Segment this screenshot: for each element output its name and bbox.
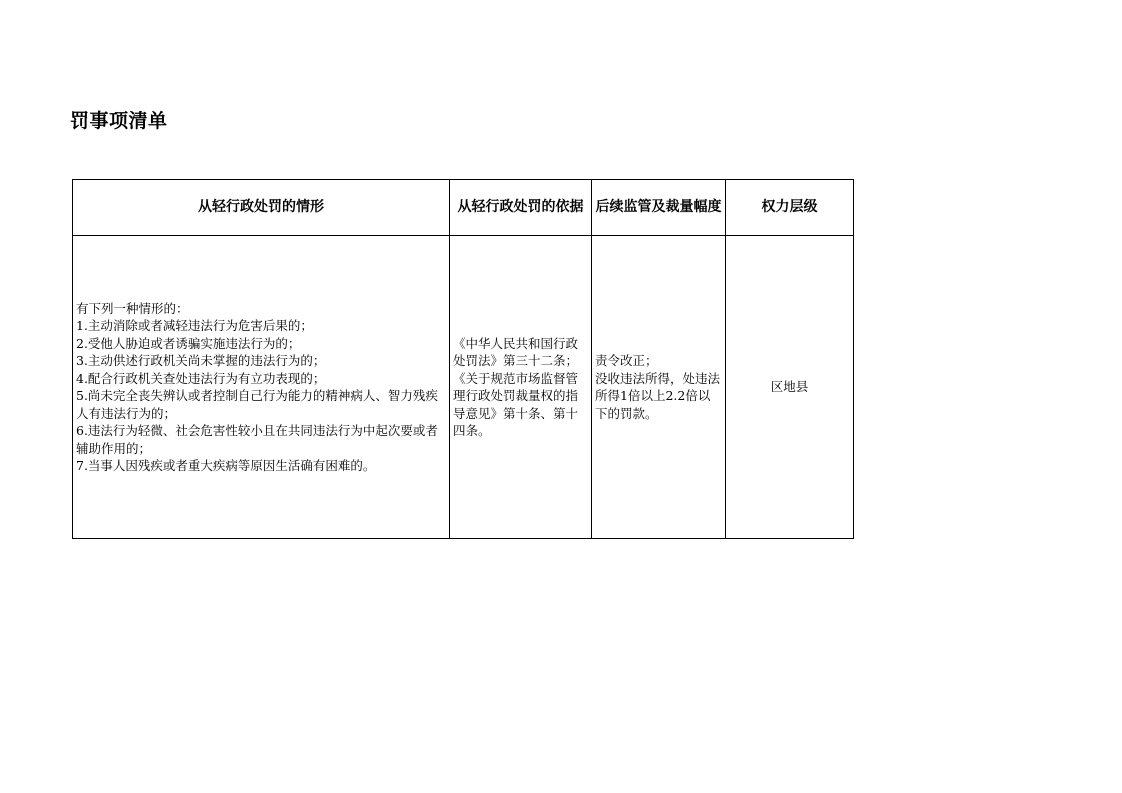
circumstances-text: 有下列一种情形的： 1.主动消除或者减轻违法行为危害后果的； 2.受他人胁迫或者诱骗实施违法行为的； 3.主动供述行政机关尚未掌握的违法行为的； 4.配合行政机关查处违法行为有立功表现的； 5.尚未完全丧失辨认或者控制自己行为能力的精神病人、智力残疾人有违法行为的； 6.违法行为轻微、社会危害性较小且在共同违法行为中起次要或者辅助作用的； 7.当事人因残疾或者重大疾病等原因生活确有困难的。	[76, 300, 438, 473]
header-basis: 从轻行政处罚的依据	[450, 180, 592, 236]
header-circumstances: 从轻行政处罚的情形	[73, 180, 450, 236]
cell-circumstances	[73, 236, 450, 539]
header-measures: 后续监管及裁量幅度	[592, 180, 726, 236]
basis-text: 《中华人民共和国行政处罚法》第三十二条； 《关于规范市场监督管理行政处罚裁量权的指导意见》第十条、第十四条。	[453, 335, 579, 438]
penalty-table	[72, 179, 854, 539]
table-row	[73, 236, 854, 539]
page-title: 罚事项清单	[70, 110, 168, 132]
header-level: 权力层级	[726, 180, 854, 236]
cell-measures	[592, 236, 726, 539]
table-header-row	[73, 180, 854, 236]
level-text: 区地县	[770, 379, 809, 395]
cell-basis	[450, 236, 592, 539]
measures-text: 责令改正； 没收违法所得，处违法所得1倍以上2.2倍以下的罚款。	[595, 353, 721, 421]
cell-level	[726, 236, 854, 539]
